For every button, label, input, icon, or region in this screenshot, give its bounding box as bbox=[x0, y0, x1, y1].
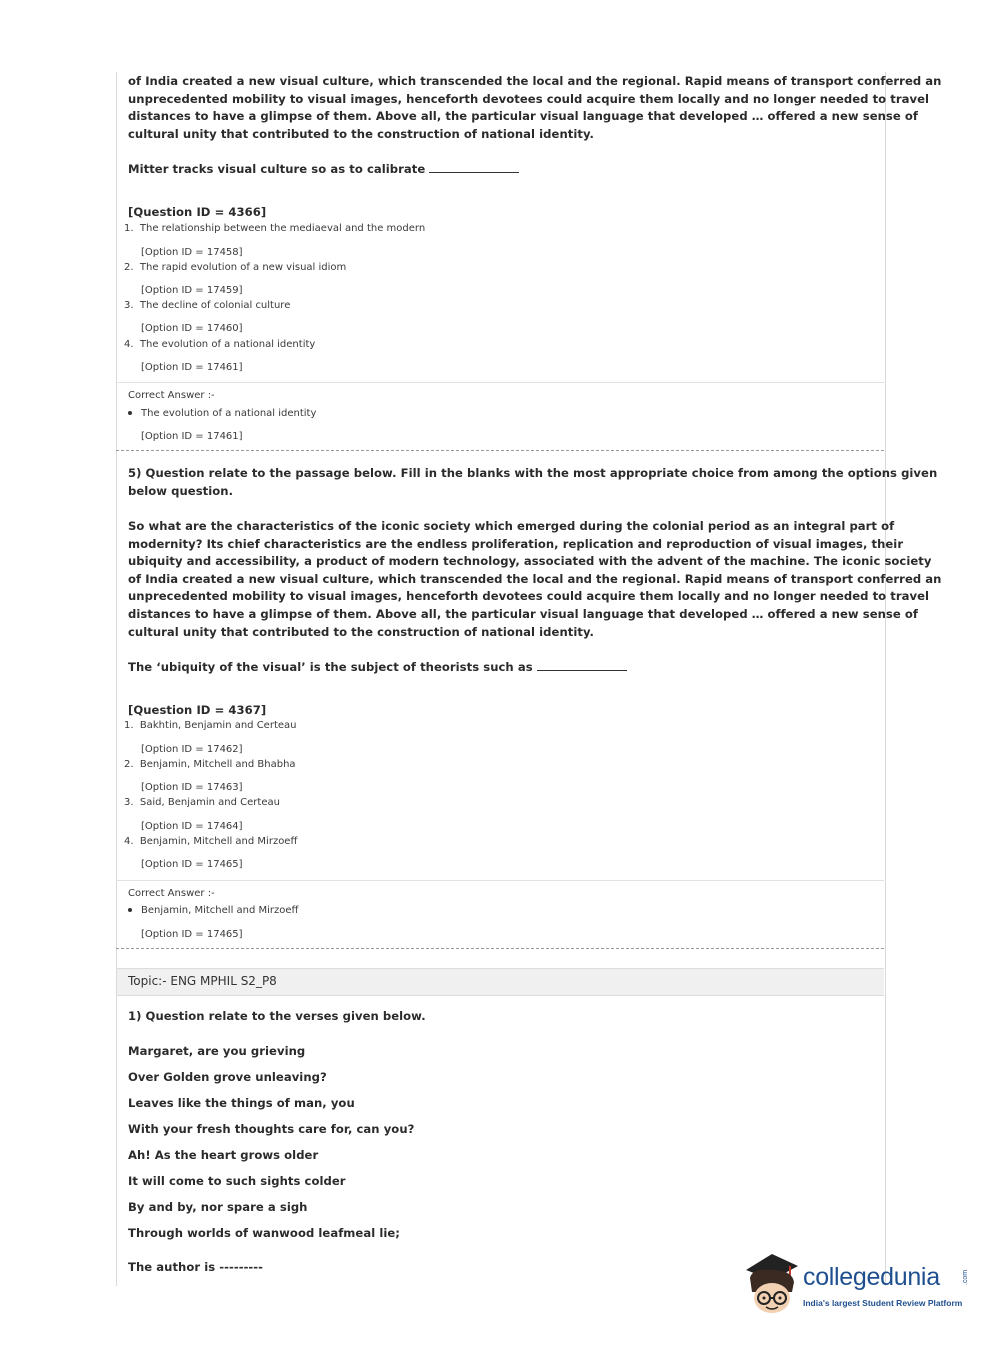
option-4[interactable]: 4. Benjamin, Mitchell and Mirzoeff bbox=[124, 836, 298, 847]
fill-blank bbox=[537, 660, 627, 671]
option-id: [Option ID = 17460] bbox=[141, 323, 243, 334]
question-id: [Question ID = 4366] bbox=[128, 205, 267, 219]
fill-blank bbox=[429, 162, 519, 173]
question-divider bbox=[116, 450, 884, 451]
logo-suffix: .com bbox=[962, 1269, 970, 1286]
logo-wordmark: collegedunia bbox=[803, 1263, 940, 1291]
passage-line: distances to have a glimpse of them. Above all, the particular visual language that developed … offered a new sense of bbox=[128, 607, 918, 621]
option-1[interactable]: 1. Bakhtin, Benjamin and Certeau bbox=[124, 720, 297, 731]
option-2[interactable]: 2. Benjamin, Mitchell and Bhabha bbox=[124, 759, 296, 770]
option-3[interactable]: 3. The decline of colonial culture bbox=[124, 300, 291, 311]
passage-line: unprecedented mobility to visual images, henceforth devotees could acquire them locally and no longer needed to travel bbox=[128, 92, 930, 106]
passage-line: of India created a new visual culture, which transcended the local and the regional. Rapid means of transport conferred an bbox=[128, 74, 942, 88]
question-id: [Question ID = 4367] bbox=[128, 703, 267, 717]
passage-line: distances to have a glimpse of them. Above all, the particular visual language that developed … offered a new sense of bbox=[128, 109, 918, 123]
divider bbox=[116, 382, 884, 383]
option-id: [Option ID = 17458] bbox=[141, 247, 243, 258]
option-id: [Option ID = 17459] bbox=[141, 285, 243, 296]
option-id: [Option ID = 17465] bbox=[141, 929, 243, 940]
passage-line: modernity? Its chief characteristics are the endless proliferation, replication and reproduction of visual images, their bbox=[128, 537, 904, 551]
question-heading: 1) Question relate to the verses given below. bbox=[128, 1009, 426, 1023]
correct-answer: Benjamin, Mitchell and Mirzoeff bbox=[128, 905, 298, 916]
option-1[interactable]: 1. The relationship between the mediaeval and the modern bbox=[124, 223, 426, 234]
passage-line: cultural unity that contributed to the construction of national identity. bbox=[128, 127, 594, 141]
bullet-icon bbox=[128, 908, 132, 912]
passage-line: cultural unity that contributed to the construction of national identity. bbox=[128, 625, 594, 639]
verse-line: Margaret, are you grieving bbox=[128, 1044, 306, 1058]
verse-line: By and by, nor spare a sigh bbox=[128, 1200, 308, 1214]
verse-line: Ah! As the heart grows older bbox=[128, 1148, 319, 1162]
option-id: [Option ID = 17463] bbox=[141, 782, 243, 793]
logo-tagline: India's largest Student Review Platform bbox=[803, 1298, 963, 1308]
question-divider bbox=[116, 948, 884, 949]
option-id: [Option ID = 17461] bbox=[141, 431, 243, 442]
option-2[interactable]: 2. The rapid evolution of a new visual idiom bbox=[124, 262, 347, 273]
option-id: [Option ID = 17465] bbox=[141, 859, 243, 870]
passage-line: of India created a new visual culture, which transcended the local and the regional. Rapid means of transport conferred an bbox=[128, 572, 942, 586]
verse-line: It will come to such sights colder bbox=[128, 1174, 346, 1188]
question-stem: The ‘ubiquity of the visual’ is the subject of theorists such as bbox=[128, 660, 627, 674]
question-heading: below question. bbox=[128, 484, 234, 498]
passage-line: unprecedented mobility to visual images, henceforth devotees could acquire them locally and no longer needed to travel bbox=[128, 589, 930, 603]
mascot-icon bbox=[742, 1248, 804, 1322]
question-heading: 5) Question relate to the passage below. Fill in the blanks with the most appropriate choice from among the options given bbox=[128, 466, 938, 480]
question-stem: The author is --------- bbox=[128, 1260, 264, 1274]
passage-line: So what are the characteristics of the iconic society which emerged during the colonial period as an integral part of bbox=[128, 519, 895, 533]
correct-answer: The evolution of a national identity bbox=[128, 408, 316, 419]
option-id: [Option ID = 17464] bbox=[141, 821, 243, 832]
verse-line: Through worlds of wanwood leafmeal lie; bbox=[128, 1226, 400, 1240]
bullet-icon bbox=[128, 411, 132, 415]
correct-answer-label: Correct Answer :- bbox=[128, 888, 215, 899]
divider bbox=[116, 880, 884, 881]
verse-line: With your fresh thoughts care for, can you? bbox=[128, 1122, 415, 1136]
topic-header: Topic:- ENG MPHIL S2_P8 bbox=[117, 968, 884, 996]
passage-line: ubiquity and accessibility, a product of modern technology, associated with the advent of the machine. The iconic society bbox=[128, 554, 932, 568]
option-id: [Option ID = 17461] bbox=[141, 362, 243, 373]
option-id: [Option ID = 17462] bbox=[141, 744, 243, 755]
question-stem: Mitter tracks visual culture so as to calibrate bbox=[128, 162, 519, 176]
option-4[interactable]: 4. The evolution of a national identity bbox=[124, 339, 316, 350]
option-3[interactable]: 3. Said, Benjamin and Certeau bbox=[124, 797, 280, 808]
verse-line: Leaves like the things of man, you bbox=[128, 1096, 355, 1110]
correct-answer-label: Correct Answer :- bbox=[128, 390, 215, 401]
verse-line: Over Golden grove unleaving? bbox=[128, 1070, 327, 1084]
